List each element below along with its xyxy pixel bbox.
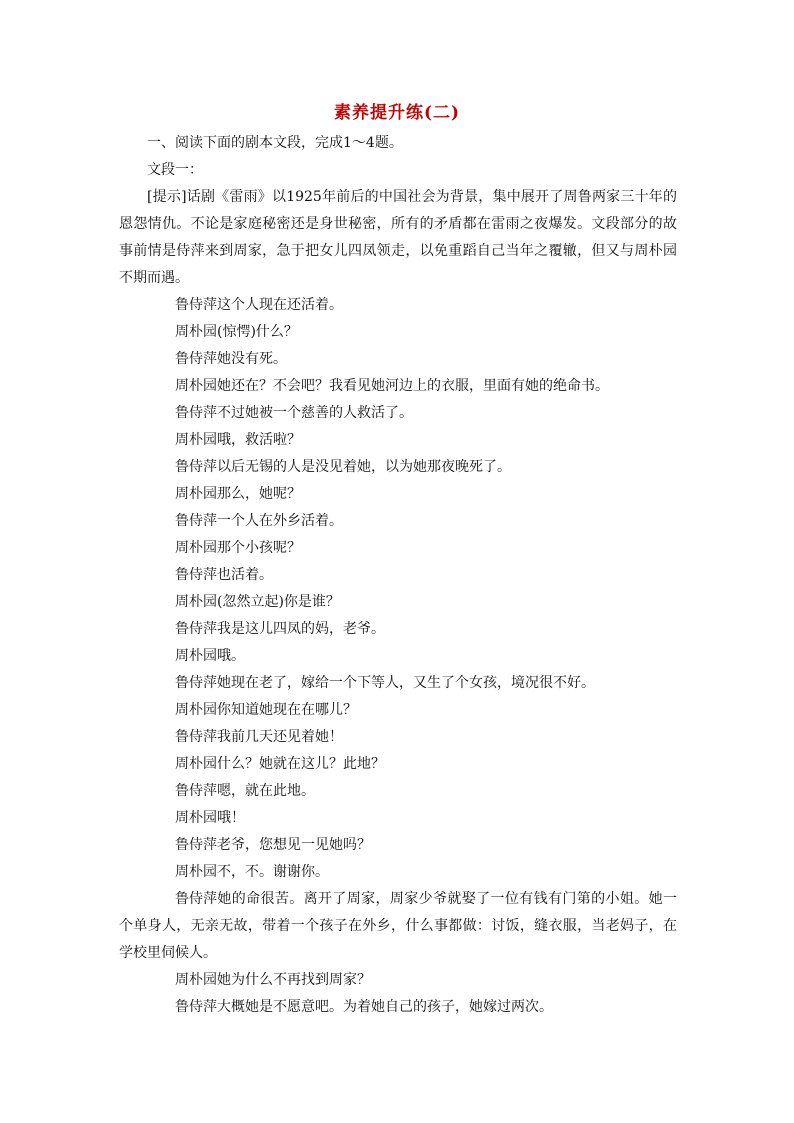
dialogue-speaker: 鲁侍萍: [175, 837, 217, 853]
dialogue-speaker: 周朴园: [175, 864, 217, 880]
dialogue-speaker: 鲁侍萍: [175, 351, 217, 367]
dialogue-speaker: 鲁侍萍: [175, 729, 217, 745]
dialogue-text: 不过她被一个慈善的人救活了。: [217, 405, 413, 421]
dialogue-speaker: 鲁侍萍: [175, 459, 217, 475]
dialogue-speaker: 周朴园: [175, 486, 217, 502]
dialogue-speaker: 鲁侍萍: [175, 513, 217, 529]
dialogue-speaker: 周朴园: [175, 378, 217, 394]
dialogue-text: 她的命很苦。离开了周家，周家少爷就娶了一位有钱有门第的小姐。她一个单身人，无亲无故，带着一个孩子在外乡，什么事都做：讨饭，缝衣服，当老妈子，在学校里伺候人。: [119, 891, 677, 961]
dialogue-text: 哦！: [217, 810, 245, 826]
dialogue-text: 不，不。谢谢你。: [217, 864, 329, 880]
dialogue-speaker: 鲁侍萍: [175, 999, 217, 1015]
dialogue-speaker: 周朴园: [175, 972, 217, 988]
dialogue-line: [119, 724, 677, 751]
dialogue-text: 也活着。: [217, 567, 273, 583]
dialogue-text: 大概她是不愿意吧。为着她自己的孩子，她嫁过两次。: [217, 999, 553, 1015]
dialogue-speaker: 周朴园: [175, 594, 217, 610]
page-title: 素养提升练(二): [333, 103, 461, 123]
dialogue-line: [119, 778, 677, 805]
dialogue-speaker: 鲁侍萍: [175, 567, 217, 583]
dialogue-line: [119, 697, 677, 724]
dialogue-line: [119, 346, 677, 373]
dialogue-text: 哦。: [217, 648, 245, 664]
dialogue-speaker: 鲁侍萍: [175, 783, 217, 799]
dialogue-line: [119, 994, 677, 1021]
dialogue-speaker: 周朴园: [175, 810, 217, 826]
dialogue-text: 你知道她现在在哪儿？: [217, 702, 357, 718]
dialogue-line: [119, 751, 677, 778]
dialogue-line: [119, 859, 677, 886]
dialogue-speaker: 周朴园: [175, 432, 217, 448]
dialogue-line: [119, 589, 677, 616]
dialogue-line: [119, 535, 677, 562]
dialogue-speaker: 鲁侍萍: [175, 621, 217, 637]
dialogue-speaker: 周朴园: [175, 702, 217, 718]
dialogue-text: 我是这儿四凤的妈，老爷。: [217, 621, 385, 637]
dialogue-line: [119, 670, 677, 697]
dialogue-text: 我前几天还见着她！: [217, 729, 343, 745]
dialogue-line: [119, 643, 677, 670]
dialogue-list: [119, 292, 677, 1021]
dialogue-line: [119, 562, 677, 589]
question-intro: 一、阅读下面的剧本文段，完成1～4题。: [147, 135, 403, 151]
dialogue-line: [119, 481, 677, 508]
dialogue-text: 她为什么不再找到周家？: [217, 972, 371, 988]
hint-paragraph: [提示]话剧《雷雨》以1925年前后的中国社会为背景，集中展开了周鲁两家三十年的恩怨情仇。不论是家庭秘密还是身世秘密，所有的矛盾都在雷雨之夜爆发。文段部分的故事前情是侍萍来到周家，急于把女儿四凤领走，以免重蹈自己当年之覆辙，但又与周朴园不期而遇。: [119, 189, 677, 286]
dialogue-text: 她还在？不会吧？我看见她河边上的衣服，里面有她的绝命书。: [217, 378, 609, 394]
dialogue-text: 嗯，就在此地。: [217, 783, 315, 799]
dialogue-line: [119, 400, 677, 427]
dialogue-text: 一个人在外乡活着。: [217, 513, 343, 529]
dialogue-line: [119, 427, 677, 454]
dialogue-text: 这个人现在还活着。: [217, 297, 343, 313]
dialogue-line: [119, 832, 677, 859]
dialogue-text: 老爷，您想见一见她吗？: [217, 837, 371, 853]
dialogue-text: 哦，救活啦？: [217, 432, 301, 448]
document-body: [119, 130, 677, 1021]
section-label: 文段一：: [147, 162, 203, 178]
dialogue-text: 什么？她就在这儿？此地？: [217, 756, 385, 772]
dialogue-text: 那个小孩呢？: [217, 540, 301, 556]
dialogue-line: [119, 886, 677, 967]
dialogue-speaker: 鲁侍萍: [175, 675, 217, 691]
dialogue-line: [119, 319, 677, 346]
dialogue-speaker: 周朴园: [175, 540, 217, 556]
dialogue-line: [119, 508, 677, 535]
dialogue-text: (忽然立起)你是谁？: [217, 594, 340, 610]
dialogue-text: 她没有死。: [217, 351, 287, 367]
dialogue-text: (惊愕)什么？: [217, 324, 298, 340]
dialogue-speaker: 鲁侍萍: [175, 297, 217, 313]
dialogue-speaker: 周朴园: [175, 648, 217, 664]
dialogue-speaker: 鲁侍萍: [175, 405, 217, 421]
dialogue-line: [119, 454, 677, 481]
dialogue-speaker: 鲁侍萍: [175, 891, 217, 907]
dialogue-line: [119, 616, 677, 643]
dialogue-text: 她现在老了，嫁给一个下等人，又生了个女孩，境况很不好。: [217, 675, 595, 691]
dialogue-text: 那么，她呢？: [217, 486, 301, 502]
dialogue-line: [119, 967, 677, 994]
dialogue-speaker: 周朴园: [175, 756, 217, 772]
dialogue-line: [119, 373, 677, 400]
dialogue-line: [119, 292, 677, 319]
dialogue-speaker: 周朴园: [175, 324, 217, 340]
dialogue-text: 以后无锡的人是没见着她，以为她那夜晚死了。: [217, 459, 511, 475]
dialogue-line: [119, 805, 677, 832]
